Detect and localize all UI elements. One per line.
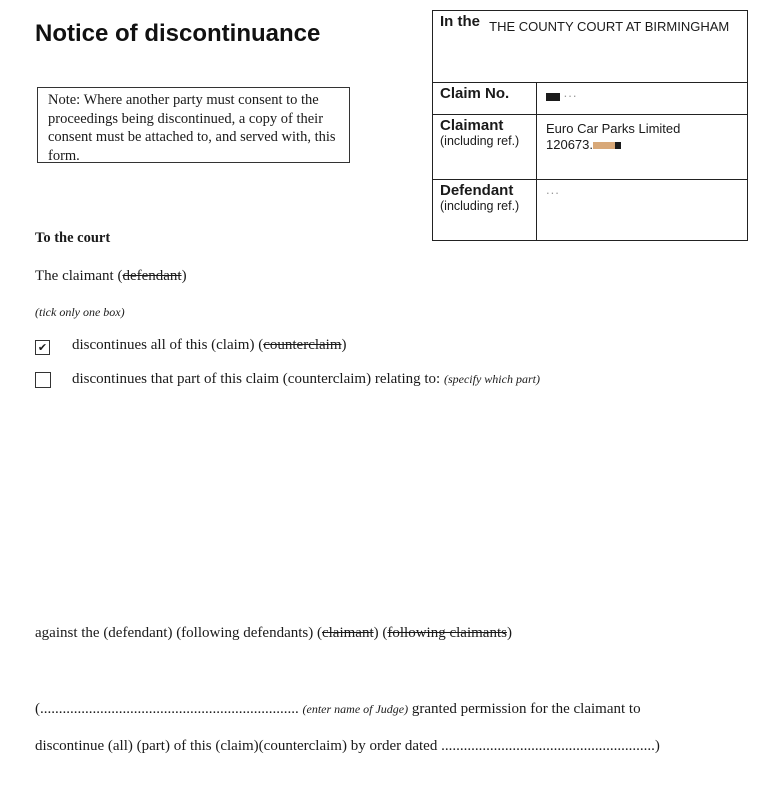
claim-no-value: ... bbox=[563, 85, 578, 100]
defendant-label: Defendant bbox=[440, 182, 514, 199]
claimant-line bbox=[35, 268, 187, 285]
claim-no-label: Claim No. bbox=[440, 85, 510, 102]
redaction-mark bbox=[615, 142, 621, 149]
claim-no-field[interactable] bbox=[537, 83, 748, 115]
defendant-value: ... bbox=[546, 182, 560, 197]
order-line: discontinue (all) (part) of this (claim)(counterclaim) by order dated .........................................................) bbox=[35, 738, 660, 754]
judge-hint: (enter name of Judge) bbox=[302, 702, 409, 716]
tick-instruction: (tick only one box) bbox=[35, 305, 125, 319]
judge-suffix: granted permission for the claimant to bbox=[408, 701, 641, 717]
defendant-label-cell bbox=[433, 180, 537, 241]
claimant-label: Claimant bbox=[440, 117, 504, 134]
option1-suffix: ) bbox=[341, 337, 347, 353]
redaction-mark bbox=[593, 142, 615, 149]
redaction-mark bbox=[546, 93, 560, 101]
option1-text: discontinues all of this (claim) ( bbox=[72, 337, 264, 353]
claimant-line-suffix: ) bbox=[181, 268, 187, 284]
defendant-sub-label: (including ref.) bbox=[440, 199, 520, 213]
defendant-field[interactable] bbox=[537, 180, 748, 241]
judge-dots[interactable]: (..................................................................... bbox=[35, 701, 299, 717]
claimant-sub-label: (including ref.) bbox=[440, 134, 520, 148]
court-cell bbox=[433, 11, 748, 83]
page-title: Notice of discontinuance bbox=[35, 20, 321, 47]
discontinue-all-checkbox[interactable] bbox=[35, 340, 50, 355]
claimant-ref: 120673. bbox=[546, 137, 593, 152]
struck-claimant: claimant bbox=[321, 625, 374, 641]
court-details-table bbox=[432, 10, 748, 241]
discontinue-all-label bbox=[72, 337, 347, 354]
claimant-label-cell bbox=[433, 115, 537, 180]
court-name: THE COUNTY COURT AT BIRMINGHAM bbox=[489, 19, 730, 34]
against-mid: ) ( bbox=[373, 625, 388, 641]
claimant-name: Euro Car Parks Limited bbox=[546, 121, 681, 136]
option2-hint: (specify which part) bbox=[443, 372, 540, 386]
discontinue-part-label bbox=[72, 371, 540, 388]
claimant-field[interactable] bbox=[537, 115, 748, 180]
struck-counterclaim: counterclaim bbox=[263, 337, 342, 353]
against-line bbox=[35, 625, 512, 642]
discontinue-part-checkbox[interactable] bbox=[35, 372, 51, 388]
struck-following-claimants: following claimants bbox=[387, 625, 507, 641]
check-mark-icon: ✔ bbox=[37, 341, 48, 354]
judge-line bbox=[35, 701, 641, 718]
to-the-court-heading: To the court bbox=[35, 230, 111, 246]
struck-defendant: defendant bbox=[122, 268, 182, 284]
in-the-label: In the bbox=[440, 13, 480, 30]
against-text: against the (defendant) (following defendants) ( bbox=[35, 625, 322, 641]
claim-no-label-cell bbox=[433, 83, 537, 115]
claimant-line-prefix: The claimant ( bbox=[35, 268, 123, 284]
option2-text: discontinues that part of this claim (counterclaim) relating to: bbox=[72, 371, 444, 387]
against-suffix: ) bbox=[506, 625, 512, 641]
consent-note: Note: Where another party must consent to the proceedings being discontinued, a copy of their consent must be attached to, and served with, this form. bbox=[37, 87, 350, 163]
